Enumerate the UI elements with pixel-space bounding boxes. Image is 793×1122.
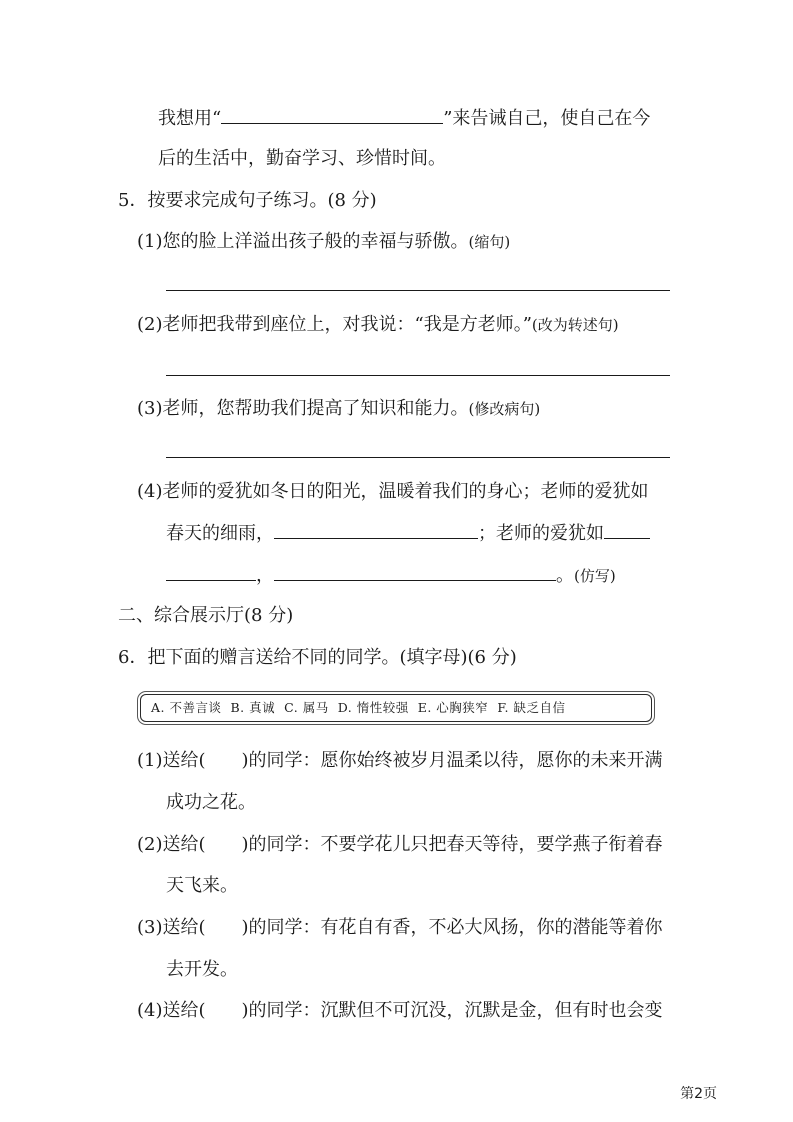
q5-item-2-hint: (改为转述句) (531, 316, 619, 334)
q5-item-4-blank-2a[interactable] (604, 521, 650, 539)
q5-item-4-line-1: (4)老师的爱犹如冬日的阳光，温暖着我们的身心；老师的爱犹如 (137, 481, 649, 502)
q6-option-c: C. 属马 (284, 700, 329, 715)
q6-item-4-prefix: (4)送给( (137, 1000, 206, 1021)
q6-item-3-prefix: (3)送给( (137, 917, 206, 938)
q6-item-1-suffix: )的同学：愿你始终被岁月温柔以待，愿你的未来开满 (241, 750, 663, 771)
q5-item-4-text-a: 春天的细雨， (166, 523, 274, 544)
q6-option-b: B. 真诚 (230, 700, 276, 715)
q4-line-1 (158, 106, 650, 131)
q5-item-1-answer-line[interactable] (166, 290, 670, 291)
q5-item-4-hint: (仿写) (574, 567, 616, 585)
q4-line-2: 后的生活中，勤奋学习、珍惜时间。 (158, 148, 446, 169)
q5-item-3-text: (3)老师，您帮助我们提高了知识和能力。 (137, 398, 469, 419)
q5-item-4-line-2 (166, 521, 650, 546)
q5-item-1-text: (1)您的脸上洋溢出孩子般的幸福与骄傲。 (137, 231, 469, 252)
q5-item-2-text: (2)老师把我带到座位上，对我说：“我是方老师。” (137, 314, 532, 335)
q4-text-end: ”来告诫自己，使自己在今 (443, 108, 651, 129)
q5-item-4-period: 。 (556, 565, 574, 586)
q6-item-4 (137, 999, 663, 1023)
q6-item-2-prefix: (2)送给( (137, 834, 206, 855)
q4-text-start: 我想用“ (158, 108, 222, 129)
q6-item-1-prefix: (1)送给( (137, 750, 206, 771)
q6-option-e: E. 心胸狭窄 (417, 700, 489, 715)
q5-item-3-answer-line[interactable] (166, 457, 670, 458)
q6-option-f: F. 缺乏自信 (497, 700, 566, 715)
q5-item-4-text-b: ；老师的爱犹如 (478, 523, 604, 544)
q5-item-3 (137, 397, 540, 421)
q6-option-d: D. 惰性较强 (337, 700, 409, 715)
q6-option-a: A. 不善言谈 (151, 700, 222, 715)
q6-item-1-cont: 成功之花。 (166, 792, 256, 813)
q6-item-3-suffix: )的同学：有花自有香，不必大风扬，你的潜能等着你 (241, 917, 663, 938)
q6-options-box (140, 694, 652, 722)
q5-item-4-blank-1[interactable] (274, 521, 478, 539)
q5-item-4-blank-2b[interactable] (166, 563, 256, 581)
q5-item-4-blank-3[interactable] (274, 563, 556, 581)
q6-item-2 (137, 833, 663, 857)
q5-item-3-hint: (修改病句) (468, 400, 541, 418)
q6-item-3 (137, 916, 663, 940)
q5-title: 5．按要求完成句子练习。(8 分) (118, 190, 377, 211)
q6-item-3-cont: 去开发。 (166, 959, 238, 980)
q4-answer-blank[interactable] (221, 106, 443, 124)
section-2-title: 二、综合展示厅(8 分) (118, 605, 294, 626)
q5-item-2-answer-line[interactable] (166, 375, 670, 376)
q6-item-2-cont: 天飞来。 (166, 875, 238, 896)
q6-item-2-suffix: )的同学：不要学花儿只把春天等待，要学燕子衔着春 (241, 834, 663, 855)
q6-title: 6．把下面的赠言送给不同的同学。(填字母)(6 分) (118, 647, 517, 668)
q5-item-4-line-3 (166, 563, 616, 588)
q5-item-4-comma: ， (256, 565, 274, 586)
page-number: 第2页 (680, 1086, 717, 1102)
q6-item-4-suffix: )的同学：沉默但不可沉没，沉默是金，但有时也会变 (241, 1000, 663, 1021)
q6-item-1 (137, 749, 663, 773)
q5-item-1-hint: (缩句) (468, 233, 511, 251)
q5-item-2 (137, 313, 619, 337)
q5-item-1 (137, 230, 510, 254)
